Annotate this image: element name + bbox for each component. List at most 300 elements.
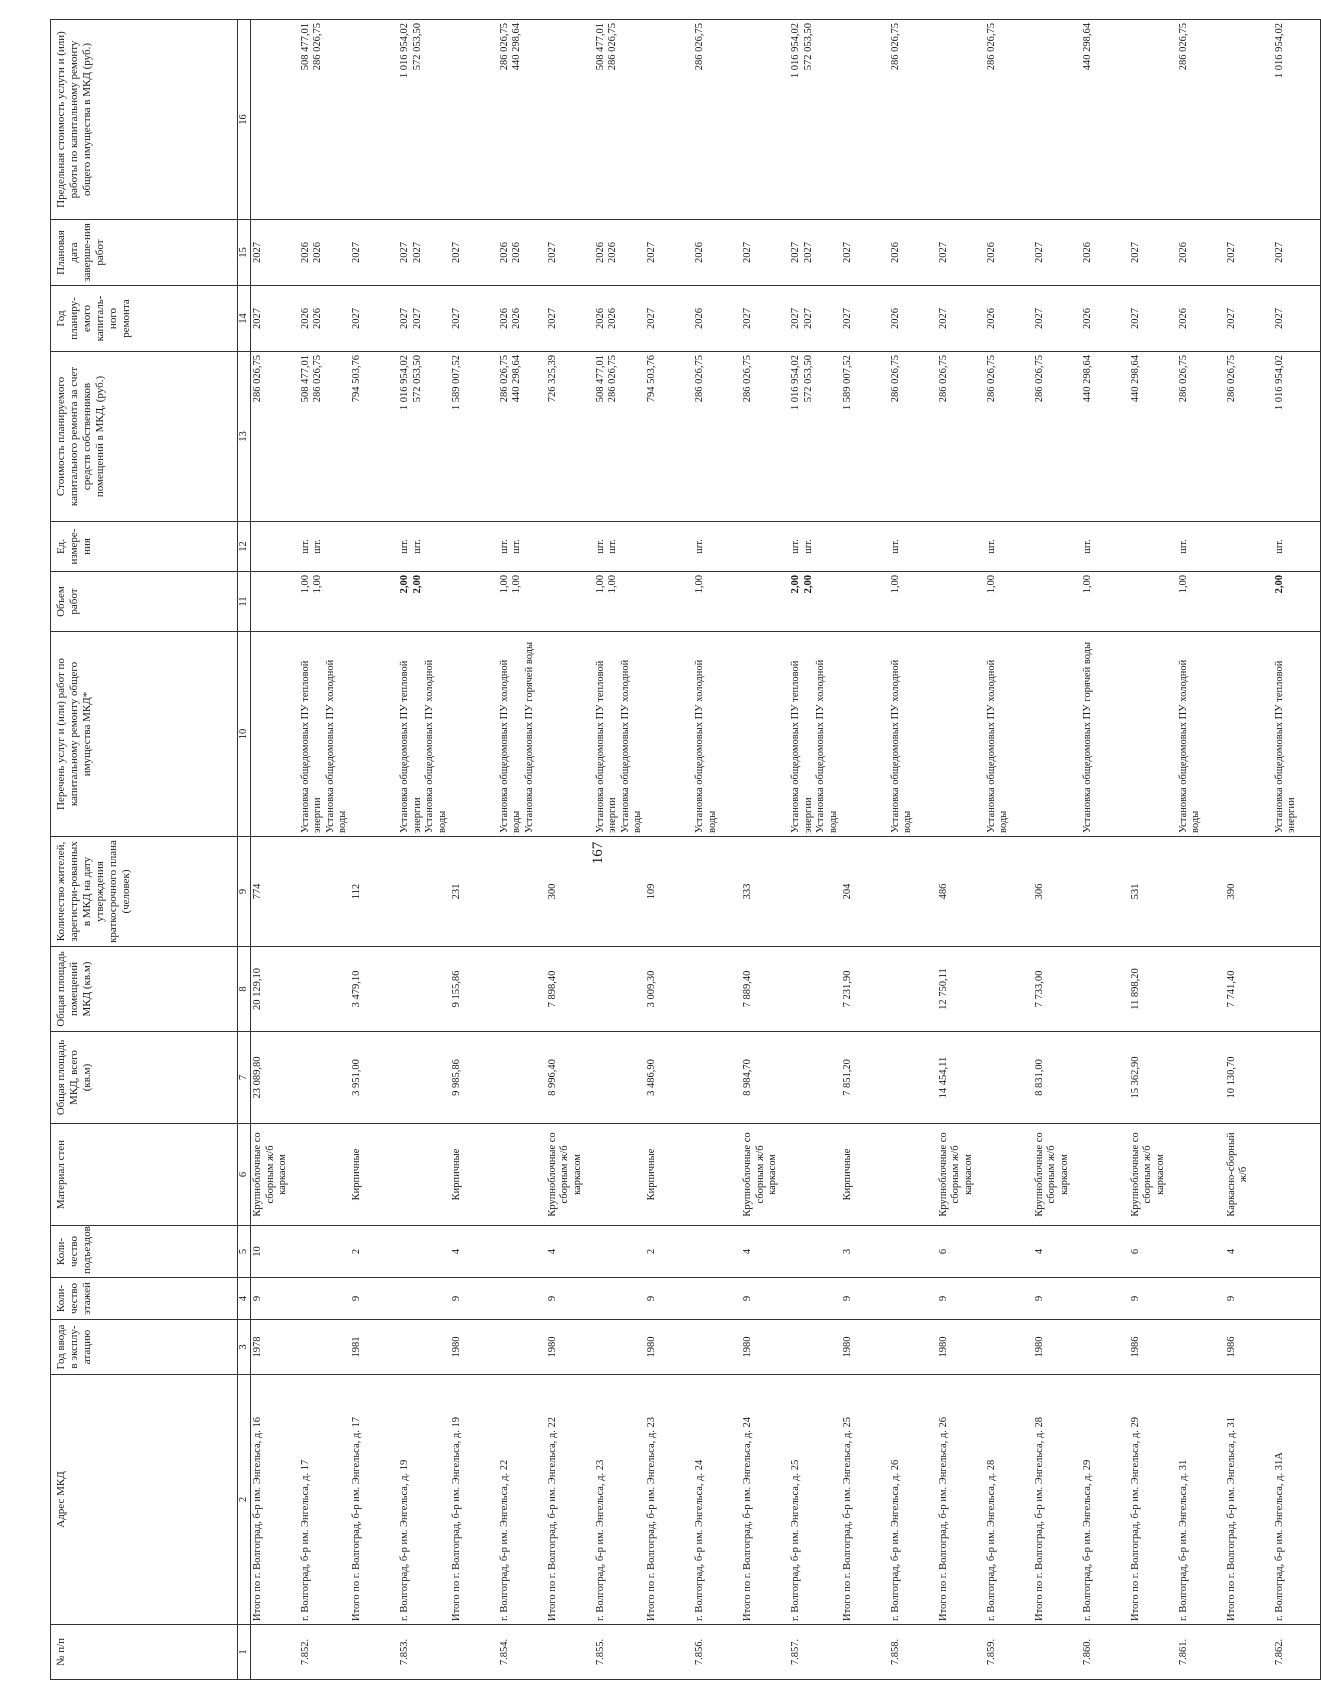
cost-value: 286 026,75 <box>694 355 706 403</box>
commission-year-cell: 1980 <box>645 1320 693 1375</box>
residents-cell <box>789 837 841 947</box>
end-year-value: 2026 <box>985 242 997 263</box>
wall-material-cell: Крупноблочные со сборным ж/б каркасом <box>251 1124 299 1226</box>
commission-year-cell <box>1081 1320 1129 1375</box>
wall-material-cell <box>1273 1124 1321 1226</box>
residents-cell: 231 <box>450 837 498 947</box>
floors-cell <box>789 1278 841 1320</box>
plan-year-value: 2027 <box>546 308 558 329</box>
header-cell: Объем работ <box>51 572 238 632</box>
plan-year-value: 2027 <box>252 308 264 329</box>
table-row <box>889 20 937 1680</box>
plan-year-value: 2027 <box>1129 308 1141 329</box>
works-cell <box>645 632 693 837</box>
plan-year-value: 2026 <box>694 308 706 329</box>
volume-cell <box>1273 572 1321 632</box>
cost-value: 286 026,75 <box>312 355 324 403</box>
cost-value: 794 503,76 <box>351 355 363 403</box>
plan-year-value: 2027 <box>450 308 462 329</box>
volume-cell <box>1081 572 1129 632</box>
rooms-area-cell <box>889 947 937 1032</box>
wall-material-cell: Кирпичные <box>350 1124 398 1226</box>
column-number: 10 <box>238 632 251 837</box>
unit-value: шт. <box>299 539 311 554</box>
table-row-total <box>350 20 398 1680</box>
end-year-cell <box>498 220 546 286</box>
plan-year-cell <box>299 286 351 352</box>
limit-cost-cell <box>985 20 1033 220</box>
wall-material-cell: Кирпичные <box>645 1124 693 1226</box>
works-cell <box>546 632 594 837</box>
limit-cost-cell <box>350 20 398 220</box>
total-area-cell <box>1081 1032 1129 1124</box>
header-cell: Общая площадь МКД, всего (кв.м) <box>51 1032 238 1124</box>
volume-value: 2,00 <box>399 575 411 594</box>
unit-cell <box>1225 522 1273 572</box>
commission-year-cell <box>693 1320 741 1375</box>
entrances-cell <box>889 1226 937 1278</box>
column-number: 6 <box>238 1124 251 1226</box>
residents-cell <box>1177 837 1225 947</box>
end-year-cell <box>937 220 985 286</box>
unit-value: шт. <box>312 539 324 554</box>
entrances-cell: 2 <box>645 1226 693 1278</box>
entrances-cell: 4 <box>741 1226 789 1278</box>
end-year-value: 2026 <box>312 242 324 263</box>
row-number-cell <box>741 1625 789 1680</box>
cost-value: 286 026,75 <box>607 355 619 403</box>
column-number: 5 <box>238 1226 251 1278</box>
plan-year-cell <box>1081 286 1129 352</box>
column-number: 8 <box>238 947 251 1032</box>
residents-cell <box>889 837 937 947</box>
wall-material-cell: Крупноблочные со сборным ж/б каркасом <box>1129 1124 1177 1226</box>
works-value: Установка общедомовых ПУ горячей воды <box>523 641 535 833</box>
total-area-cell <box>889 1032 937 1124</box>
floors-cell <box>889 1278 937 1320</box>
commission-year-cell: 1980 <box>546 1320 594 1375</box>
unit-cell <box>498 522 546 572</box>
unit-value: шт. <box>802 539 814 554</box>
residents-cell: 300 <box>546 837 594 947</box>
rooms-area-cell <box>594 947 646 1032</box>
end-year-value: 2027 <box>646 242 658 263</box>
unit-value: шт. <box>790 539 802 554</box>
plan-year-value: 2027 <box>802 308 814 329</box>
cost-value: 1 016 954,02 <box>790 355 802 411</box>
works-cell <box>251 632 299 837</box>
column-number-row <box>238 20 251 1680</box>
commission-year-cell: 1980 <box>841 1320 889 1375</box>
address-cell: Итого по г. Волгоград, б-р им. Энгельса, д. 28 <box>1033 1375 1081 1625</box>
row-number-cell <box>645 1625 693 1680</box>
limit-cost-cell <box>1273 20 1321 220</box>
cost-value: 440 298,64 <box>1081 355 1093 403</box>
floors-cell: 9 <box>1033 1278 1081 1320</box>
volume-value: 1,00 <box>694 575 706 594</box>
plan-year-value: 2027 <box>411 308 423 329</box>
limit-cost-value: 286 026,75 <box>607 23 619 71</box>
end-year-cell <box>889 220 937 286</box>
wall-material-cell <box>889 1124 937 1226</box>
works-value: Установка общедомовых ПУ тепловой энергии <box>399 660 423 833</box>
unit-cell <box>645 522 693 572</box>
volume-value: 1,00 <box>511 575 523 594</box>
table-row-total <box>546 20 594 1680</box>
table-row-total <box>1225 20 1273 1680</box>
wall-material-cell <box>1081 1124 1129 1226</box>
limit-cost-cell <box>789 20 841 220</box>
works-cell <box>398 632 450 837</box>
end-year-value: 2027 <box>1033 242 1045 263</box>
total-area-cell: 8 996,40 <box>546 1032 594 1124</box>
header-cell: № п/п <box>51 1625 238 1680</box>
cost-value: 1 589 007,52 <box>450 355 462 411</box>
plan-year-cell <box>937 286 985 352</box>
column-number: 11 <box>238 572 251 632</box>
cost-cell <box>1129 352 1177 522</box>
works-cell <box>1177 632 1225 837</box>
plan-year-value: 2027 <box>1273 308 1285 329</box>
header-cell: Коли-чество этажей <box>51 1278 238 1320</box>
volume-value: 1,00 <box>607 575 619 594</box>
unit-cell <box>594 522 646 572</box>
cost-cell <box>937 352 985 522</box>
page-number: 167 <box>590 841 606 865</box>
residents-cell <box>594 837 646 947</box>
wall-material-cell <box>1177 1124 1225 1226</box>
row-number-cell <box>1225 1625 1273 1680</box>
volume-cell <box>841 572 889 632</box>
rooms-area-cell: 7 733,00 <box>1033 947 1081 1032</box>
works-value: Установка общедомовых ПУ холодной воды <box>889 659 914 833</box>
limit-cost-value: 508 477,01 <box>299 23 311 71</box>
wall-material-cell: Крупноблочные со сборным ж/б каркасом <box>741 1124 789 1226</box>
address-cell: г. Волгоград, б-р им. Энгельса, д. 25 <box>789 1375 841 1625</box>
entrances-cell: 6 <box>937 1226 985 1278</box>
works-value: Установка общедомовых ПУ тепловой энергии <box>594 660 619 833</box>
volume-cell <box>741 572 789 632</box>
table-row <box>789 20 841 1680</box>
header-cell: Год ввода в эксплу-атацию <box>51 1320 238 1375</box>
residents-cell: 306 <box>1033 837 1081 947</box>
table-row-total <box>1129 20 1177 1680</box>
residents-cell: 390 <box>1225 837 1273 947</box>
column-number: 12 <box>238 522 251 572</box>
works-value: Установка общедомовых ПУ тепловой энергии <box>790 660 814 833</box>
limit-cost-cell <box>1081 20 1129 220</box>
entrances-cell: 6 <box>1129 1226 1177 1278</box>
end-year-value: 2026 <box>511 242 523 263</box>
address-cell: г. Волгоград, б-р им. Энгельса, д. 31А <box>1273 1375 1321 1625</box>
header-cell: Год планиру-емого капиталь-ного ремонта <box>51 286 238 352</box>
total-area-cell <box>1177 1032 1225 1124</box>
works-cell <box>1033 632 1081 837</box>
wall-material-cell <box>594 1124 646 1226</box>
works-value: Установка общедомовых ПУ холодной воды <box>815 659 839 833</box>
volume-cell <box>1033 572 1081 632</box>
works-value: Установка общедомовых ПУ холодной воды <box>424 659 448 833</box>
rooms-area-cell <box>985 947 1033 1032</box>
limit-cost-cell <box>594 20 646 220</box>
limit-cost-cell <box>841 20 889 220</box>
address-cell: Итого по г. Волгоград, б-р им. Энгельса, д. 17 <box>350 1375 398 1625</box>
wall-material-cell <box>693 1124 741 1226</box>
rooms-area-cell <box>693 947 741 1032</box>
volume-cell <box>546 572 594 632</box>
cost-value: 508 477,01 <box>594 355 606 403</box>
cost-value: 726 325,39 <box>546 355 558 403</box>
unit-value: шт. <box>399 539 411 554</box>
header-cell: Предельная стоимость услуги и (или) работы по капитальному ремонту общего имущества в МКД (руб.) <box>51 20 238 220</box>
floors-cell: 9 <box>741 1278 789 1320</box>
plan-year-cell <box>1273 286 1321 352</box>
limit-cost-value: 1 016 954,02 <box>399 23 411 79</box>
rooms-area-cell <box>498 947 546 1032</box>
volume-value: 2,00 <box>790 575 802 594</box>
table-row <box>299 20 351 1680</box>
wall-material-cell: Крупноблочные со сборным ж/б каркасом <box>1033 1124 1081 1226</box>
cost-value: 286 026,75 <box>937 355 949 403</box>
end-year-cell <box>1225 220 1273 286</box>
plan-year-cell <box>741 286 789 352</box>
rooms-area-cell: 20 129,10 <box>251 947 299 1032</box>
commission-year-cell <box>889 1320 937 1375</box>
rooms-area-cell <box>1177 947 1225 1032</box>
row-number-cell: 7.860. <box>1081 1625 1129 1680</box>
entrances-cell <box>1177 1226 1225 1278</box>
column-number: 15 <box>238 220 251 286</box>
volume-cell <box>450 572 498 632</box>
unit-value: шт. <box>411 539 423 554</box>
table-row <box>498 20 546 1680</box>
works-cell <box>498 632 546 837</box>
volume-cell <box>299 572 351 632</box>
row-number-cell: 7.859. <box>985 1625 1033 1680</box>
total-area-cell: 3 486,90 <box>645 1032 693 1124</box>
cost-cell <box>645 352 693 522</box>
commission-year-cell <box>498 1320 546 1375</box>
plan-year-value: 2026 <box>299 308 311 329</box>
cost-cell <box>1273 352 1321 522</box>
rotated-sheet <box>50 20 1298 1680</box>
end-year-value: 2027 <box>399 242 411 263</box>
commission-year-cell <box>985 1320 1033 1375</box>
volume-value: 1,00 <box>312 575 324 594</box>
column-number: 16 <box>238 20 251 220</box>
address-cell: Итого по г. Волгоград, б-р им. Энгельса, д. 19 <box>450 1375 498 1625</box>
total-area-cell <box>299 1032 351 1124</box>
header-cell: Коли-чество подъездов <box>51 1226 238 1278</box>
row-number-cell <box>1129 1625 1177 1680</box>
volume-cell <box>1177 572 1225 632</box>
volume-value: 1,00 <box>594 575 606 594</box>
table-row-total <box>645 20 693 1680</box>
end-year-value: 2027 <box>1225 242 1237 263</box>
cost-value: 508 477,01 <box>299 355 311 403</box>
residents-cell <box>1273 837 1321 947</box>
limit-cost-cell <box>450 20 498 220</box>
end-year-cell <box>1273 220 1321 286</box>
works-value: Установка общедомовых ПУ холодной воды <box>985 659 1010 833</box>
plan-year-value: 2026 <box>889 308 901 329</box>
row-number-cell <box>450 1625 498 1680</box>
cost-value: 286 026,75 <box>1033 355 1045 403</box>
total-area-cell <box>398 1032 450 1124</box>
rooms-area-cell <box>1273 947 1321 1032</box>
wall-material-cell <box>985 1124 1033 1226</box>
floors-cell: 9 <box>937 1278 985 1320</box>
residents-cell <box>398 837 450 947</box>
row-number-cell: 7.853. <box>398 1625 450 1680</box>
unit-cell <box>693 522 741 572</box>
unit-value: шт. <box>1273 539 1285 554</box>
total-area-cell <box>1273 1032 1321 1124</box>
residents-cell <box>985 837 1033 947</box>
floors-cell <box>498 1278 546 1320</box>
commission-year-cell <box>1273 1320 1321 1375</box>
wall-material-cell <box>398 1124 450 1226</box>
table-row <box>594 20 646 1680</box>
unit-cell <box>841 522 889 572</box>
unit-cell <box>741 522 789 572</box>
total-area-cell: 23 089,80 <box>251 1032 299 1124</box>
limit-cost-value: 572 053,50 <box>411 23 423 71</box>
unit-cell <box>1033 522 1081 572</box>
commission-year-cell <box>594 1320 646 1375</box>
limit-cost-cell <box>889 20 937 220</box>
row-number-cell: 7.856. <box>693 1625 741 1680</box>
table-row-total <box>251 20 299 1680</box>
volume-value: 1,00 <box>889 575 901 594</box>
limit-cost-cell <box>1033 20 1081 220</box>
limit-cost-cell <box>1129 20 1177 220</box>
residents-cell <box>693 837 741 947</box>
plan-year-cell <box>498 286 546 352</box>
end-year-value: 2027 <box>802 242 814 263</box>
plan-year-cell <box>841 286 889 352</box>
works-cell <box>889 632 937 837</box>
plan-year-cell <box>450 286 498 352</box>
header-cell: Общая площадь помещений МКД (кв.м) <box>51 947 238 1032</box>
works-cell <box>741 632 789 837</box>
plan-year-value: 2027 <box>351 308 363 329</box>
rooms-area-cell <box>299 947 351 1032</box>
unit-value: шт. <box>594 539 606 554</box>
residents-cell <box>498 837 546 947</box>
works-value: Установка общедомовых ПУ горячей воды <box>1081 641 1093 833</box>
end-year-cell <box>985 220 1033 286</box>
limit-cost-value: 572 053,50 <box>802 23 814 71</box>
total-area-cell <box>789 1032 841 1124</box>
plan-year-value: 2027 <box>742 308 754 329</box>
volume-value: 1,00 <box>299 575 311 594</box>
residents-cell: 486 <box>937 837 985 947</box>
column-number: 13 <box>238 352 251 522</box>
floors-cell: 9 <box>350 1278 398 1320</box>
entrances-cell <box>1081 1226 1129 1278</box>
works-cell <box>350 632 398 837</box>
plan-year-value: 2027 <box>790 308 802 329</box>
table-row-total <box>937 20 985 1680</box>
table-row-total <box>1033 20 1081 1680</box>
floors-cell: 9 <box>645 1278 693 1320</box>
plan-year-value: 2026 <box>1177 308 1189 329</box>
plan-year-cell <box>645 286 693 352</box>
end-year-value: 2027 <box>546 242 558 263</box>
plan-year-value: 2027 <box>1033 308 1045 329</box>
floors-cell: 9 <box>546 1278 594 1320</box>
end-year-value: 2027 <box>742 242 754 263</box>
address-cell: г. Волгоград, б-р им. Энгельса, д. 23 <box>594 1375 646 1625</box>
works-value: Установка общедомовых ПУ холодной воды <box>619 659 643 833</box>
unit-cell <box>398 522 450 572</box>
limit-cost-cell <box>741 20 789 220</box>
limit-cost-value: 508 477,01 <box>594 23 606 71</box>
limit-cost-value: 286 026,75 <box>694 23 706 71</box>
entrances-cell <box>985 1226 1033 1278</box>
works-cell <box>1273 632 1321 837</box>
row-number-cell <box>350 1625 398 1680</box>
cost-value: 286 026,75 <box>742 355 754 403</box>
row-number-cell <box>1033 1625 1081 1680</box>
column-number: 7 <box>238 1032 251 1124</box>
cost-value: 572 053,50 <box>411 355 423 403</box>
row-number-cell: 7.855. <box>594 1625 646 1680</box>
end-year-cell <box>645 220 693 286</box>
plan-year-value: 2027 <box>399 308 411 329</box>
row-number-cell: 7.858. <box>889 1625 937 1680</box>
column-number: 1 <box>238 1625 251 1680</box>
end-year-cell <box>350 220 398 286</box>
rooms-area-cell <box>398 947 450 1032</box>
end-year-cell <box>398 220 450 286</box>
header-cell: Материал стен <box>51 1124 238 1226</box>
cost-value: 440 298,64 <box>511 355 523 403</box>
limit-cost-value: 1 016 954,02 <box>790 23 802 79</box>
wall-material-cell: Кирпичные <box>841 1124 889 1226</box>
end-year-value: 2027 <box>841 242 853 263</box>
unit-value: шт. <box>985 539 997 554</box>
floors-cell <box>985 1278 1033 1320</box>
cost-value: 1 016 954,02 <box>399 355 411 411</box>
limit-cost-value: 286 026,75 <box>985 23 997 71</box>
table-row <box>985 20 1033 1680</box>
header-cell: Количество жителей, зарегистри-рованных в МКД на дату утверждения краткосрочного плана (человек) <box>51 837 238 947</box>
cost-cell <box>1225 352 1273 522</box>
rooms-area-cell <box>1081 947 1129 1032</box>
end-year-value: 2027 <box>252 242 264 263</box>
cost-cell <box>693 352 741 522</box>
limit-cost-value: 286 026,75 <box>312 23 324 71</box>
volume-cell <box>937 572 985 632</box>
plan-year-cell <box>1177 286 1225 352</box>
unit-value: шт. <box>498 539 510 554</box>
address-cell: Итого по г. Волгоград, б-р им. Энгельса, д. 24 <box>741 1375 789 1625</box>
limit-cost-cell <box>693 20 741 220</box>
limit-cost-value: 286 026,75 <box>498 23 510 71</box>
volume-cell <box>350 572 398 632</box>
table-row-total <box>741 20 789 1680</box>
row-number-cell: 7.862. <box>1273 1625 1321 1680</box>
works-cell <box>937 632 985 837</box>
row-number-cell <box>251 1625 299 1680</box>
commission-year-cell <box>1177 1320 1225 1375</box>
plan-year-cell <box>693 286 741 352</box>
header-cell: Стоимость планируемого капитального ремонта за счет средств собственников помещений в МКД, (руб.) <box>51 352 238 522</box>
cost-value: 1 016 954,02 <box>1273 355 1285 411</box>
cost-value: 1 589 007,52 <box>841 355 853 411</box>
